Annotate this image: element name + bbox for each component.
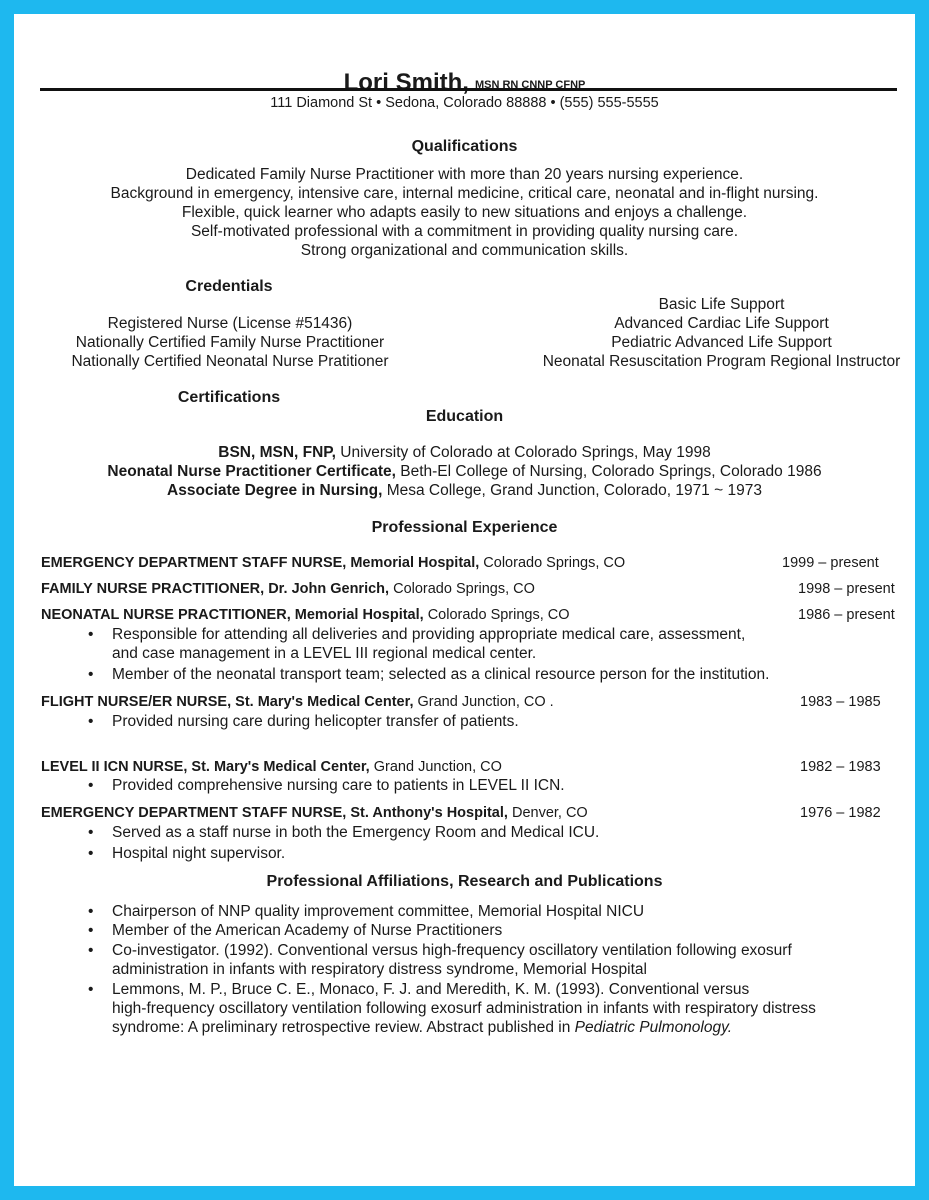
qualification-line: Background in emergency, intensive care, internal medicine, critical care, neonatal and in-flight nursing.: [110, 185, 819, 202]
bullet-glyph: •: [88, 981, 94, 998]
education-detail: Mesa College, Grand Junction, Colorado, 1971 ~ 1973: [382, 482, 762, 499]
credential-right: Basic Life Support: [658, 296, 785, 313]
publication-text: syndrome: A preliminary retrospective review. Abstract published in: [112, 1019, 575, 1036]
affiliation-item: Lemmons, M. P., Bruce C. E., Monaco, F. J. and Meredith, K. M. (1993). Conventional versus: [112, 981, 750, 998]
credential-right: Pediatric Advanced Life Support: [611, 334, 832, 351]
bullet-glyph: •: [88, 922, 94, 939]
qualification-line: Dedicated Family Nurse Practitioner with more than 20 years nursing experience.: [185, 166, 744, 183]
affiliation-item: Co-investigator. (1992). Conventional versus high-frequency oscillatory ventilation following exosurf: [112, 942, 792, 959]
certifications-heading: Certifications: [177, 389, 281, 406]
education-item: [14, 444, 915, 462]
education-detail: Beth-El College of Nursing, Colorado Springs, Colorado 1986: [395, 463, 822, 480]
job-title: [41, 581, 535, 597]
contact-info: 111 Diamond St • Sedona, Colorado 88888 • (555) 555-5555: [270, 95, 659, 111]
credential-left: Nationally Certified Neonatal Nurse Pratitioner: [71, 353, 389, 370]
job-role: EMERGENCY DEPARTMENT STAFF NURSE, St. Anthony's Hospital,: [41, 805, 508, 821]
job-role: FLIGHT NURSE/ER NURSE, St. Mary's Medical Center,: [41, 694, 414, 710]
credential-right: Advanced Cardiac Life Support: [614, 315, 829, 332]
header-rule: [40, 88, 897, 91]
job-dates: 1983 – 1985: [800, 694, 881, 710]
job-dates: 1976 – 1982: [800, 805, 881, 821]
job-dates: 1999 – present: [782, 555, 879, 571]
bullet-glyph: •: [88, 626, 94, 643]
education-detail: University of Colorado at Colorado Springs, May 1998: [335, 444, 711, 461]
education-item: [14, 482, 915, 500]
affiliations-heading: Professional Affiliations, Research and Publications: [266, 873, 663, 890]
affiliation-item-continued: high-frequency oscillatory ventilation following exosurf administration in infants with respiratory distress: [112, 1000, 816, 1017]
qualification-line: Flexible, quick learner who adapts easily to new situations and enjoys a challenge.: [181, 204, 748, 221]
job-role: EMERGENCY DEPARTMENT STAFF NURSE, Memorial Hospital,: [41, 555, 480, 571]
education-item: [14, 463, 915, 481]
job-bullet: Responsible for attending all deliveries and providing appropriate medical care, assessment,: [112, 626, 746, 643]
job-location: Denver, CO: [507, 805, 588, 821]
credential-left: Registered Nurse (License #51436): [107, 315, 353, 332]
qualification-line: Self-motivated professional with a commitment in providing quality nursing care.: [190, 223, 739, 240]
job-dates: 1986 – present: [798, 607, 895, 623]
journal-title: Pediatric Pulmonology.: [574, 1019, 733, 1036]
education-degree: BSN, MSN, FNP,: [218, 444, 336, 461]
qualifications-heading: Qualifications: [411, 138, 518, 155]
credentials-heading: Credentials: [185, 278, 273, 295]
job-dates: 1998 – present: [798, 581, 895, 597]
education-degree: Neonatal Nurse Practitioner Certificate,: [107, 463, 396, 480]
job-title: [41, 555, 625, 571]
job-title: [41, 607, 570, 623]
credential-right: Neonatal Resuscitation Program Regional Instructor: [542, 353, 901, 370]
name-line: [14, 69, 915, 97]
job-bullet-continued: and case management in a LEVEL III regional medical center.: [112, 645, 537, 662]
qualification-line: Strong organizational and communication skills.: [300, 242, 629, 259]
job-role: NEONATAL NURSE PRACTITIONER, Memorial Hospital,: [41, 607, 424, 623]
job-location: Grand Junction, CO .: [413, 694, 554, 710]
job-role: LEVEL II ICN NURSE, St. Mary's Medical Center,: [41, 759, 370, 775]
job-location: Grand Junction, CO: [369, 759, 502, 775]
job-bullet: Member of the neonatal transport team; selected as a clinical resource person for the institution.: [112, 666, 770, 683]
bullet-glyph: •: [88, 713, 94, 730]
job-dates: 1982 – 1983: [800, 759, 881, 775]
bullet-glyph: •: [88, 777, 94, 794]
candidate-name: Lori Smith,: [343, 69, 469, 96]
bullet-glyph: •: [88, 824, 94, 841]
job-location: Colorado Springs, CO: [423, 607, 570, 623]
education-degree: Associate Degree in Nursing,: [167, 482, 383, 499]
job-role: FAMILY NURSE PRACTITIONER, Dr. John Genrich,: [41, 581, 390, 597]
job-title: [41, 694, 554, 710]
credential-left: Nationally Certified Family Nurse Practitioner: [75, 334, 385, 351]
candidate-credentials: MSN RN CNNP CFNP: [474, 79, 586, 91]
affiliation-item-continued: [112, 1019, 732, 1037]
education-heading: Education: [425, 408, 504, 425]
job-bullet: Provided comprehensive nursing care to patients in LEVEL II ICN.: [112, 777, 565, 794]
experience-heading: Professional Experience: [371, 519, 558, 536]
bullet-glyph: •: [88, 845, 94, 862]
bullet-glyph: •: [88, 666, 94, 683]
bullet-glyph: •: [88, 903, 94, 920]
job-location: Colorado Springs, CO: [479, 555, 626, 571]
job-bullet: Provided nursing care during helicopter transfer of patients.: [112, 713, 519, 730]
job-title: [41, 805, 588, 821]
affiliation-item: Member of the American Academy of Nurse Practitioners: [112, 922, 503, 939]
affiliation-item: Chairperson of NNP quality improvement committee, Memorial Hospital NICU: [112, 903, 645, 920]
job-location: Colorado Springs, CO: [389, 581, 535, 597]
bullet-glyph: •: [88, 942, 94, 959]
job-title: [41, 759, 502, 775]
affiliation-item-continued: administration in infants with respiratory distress syndrome, Memorial Hospital: [112, 961, 647, 978]
job-bullet: Served as a staff nurse in both the Emergency Room and Medical ICU.: [112, 824, 600, 841]
job-bullet: Hospital night supervisor.: [112, 845, 286, 862]
